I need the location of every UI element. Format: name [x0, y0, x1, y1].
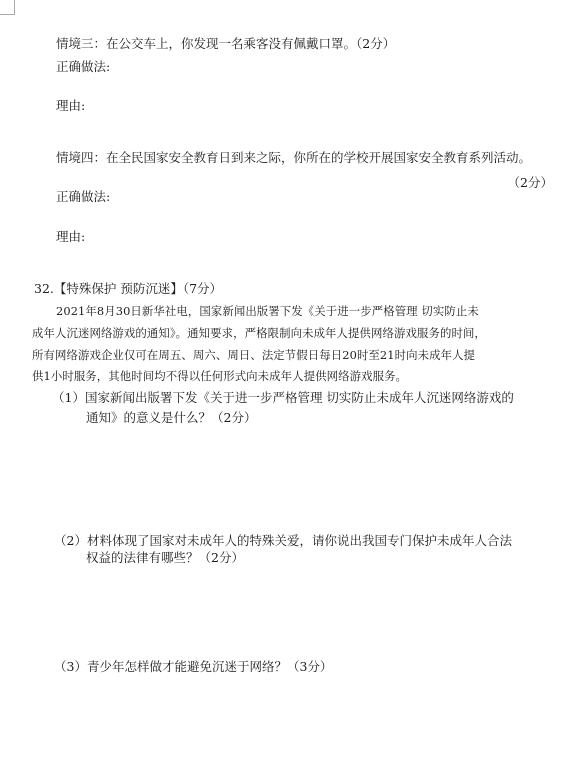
q32-sub3: （3）青少年怎样做才能避免沉迷于网络？（3分） — [54, 659, 333, 674]
scenario4-answer-label: 正确做法: — [56, 189, 111, 204]
scenario4-prompt: 情境四：在全民国家安全教育日到来之际，你所在的学校开展国家安全教育系列活动。 — [56, 150, 532, 165]
q32-material-line: 供1小时服务，其他时间均不得以任何形式向未成年人提供网络游戏服务。 — [32, 369, 408, 383]
scenario4-reason-label: 理由: — [56, 229, 86, 244]
scenario4-score: （2分） — [507, 175, 553, 190]
q32-material-line: 所有网络游戏企业仅可在周五、周六、周日、法定节假日每日20时至21时向未成年人提 — [32, 348, 476, 362]
page-corner-mark — [0, 0, 15, 15]
q32-sub1-line: 通知》的意义是什么？（2分） — [86, 410, 257, 425]
q32-title: 32.【特殊保护 预防沉迷】（7分） — [34, 281, 223, 296]
q32-material-line: 2021年8月30日新华社电，国家新闻出版署下发《关于进一步严格管理 切实防止未 — [56, 304, 479, 318]
scenario3-prompt: 情境三：在公交车上，你发现一名乘客没有佩戴口罩。（2分） — [56, 36, 396, 51]
scenario3-reason-label: 理由: — [56, 98, 86, 113]
q32-material-line: 成年人沉迷网络游戏的通知》。通知要求，严格限制向未成年人提供网络游戏服务的时间， — [32, 326, 486, 340]
scenario3-answer-label: 正确做法: — [56, 59, 111, 74]
q32-sub2-line: 权益的法律有哪些？（2分） — [86, 550, 244, 565]
q32-sub2-line: （2）材料体现了国家对未成年人的特殊关爱，请你说出我国专门保护未成年人合法 — [54, 533, 512, 548]
q32-sub1-line: （1）国家新闻出版署下发《关于进一步严格管理 切实防止未成年人沉迷网络游戏的 — [52, 390, 514, 405]
